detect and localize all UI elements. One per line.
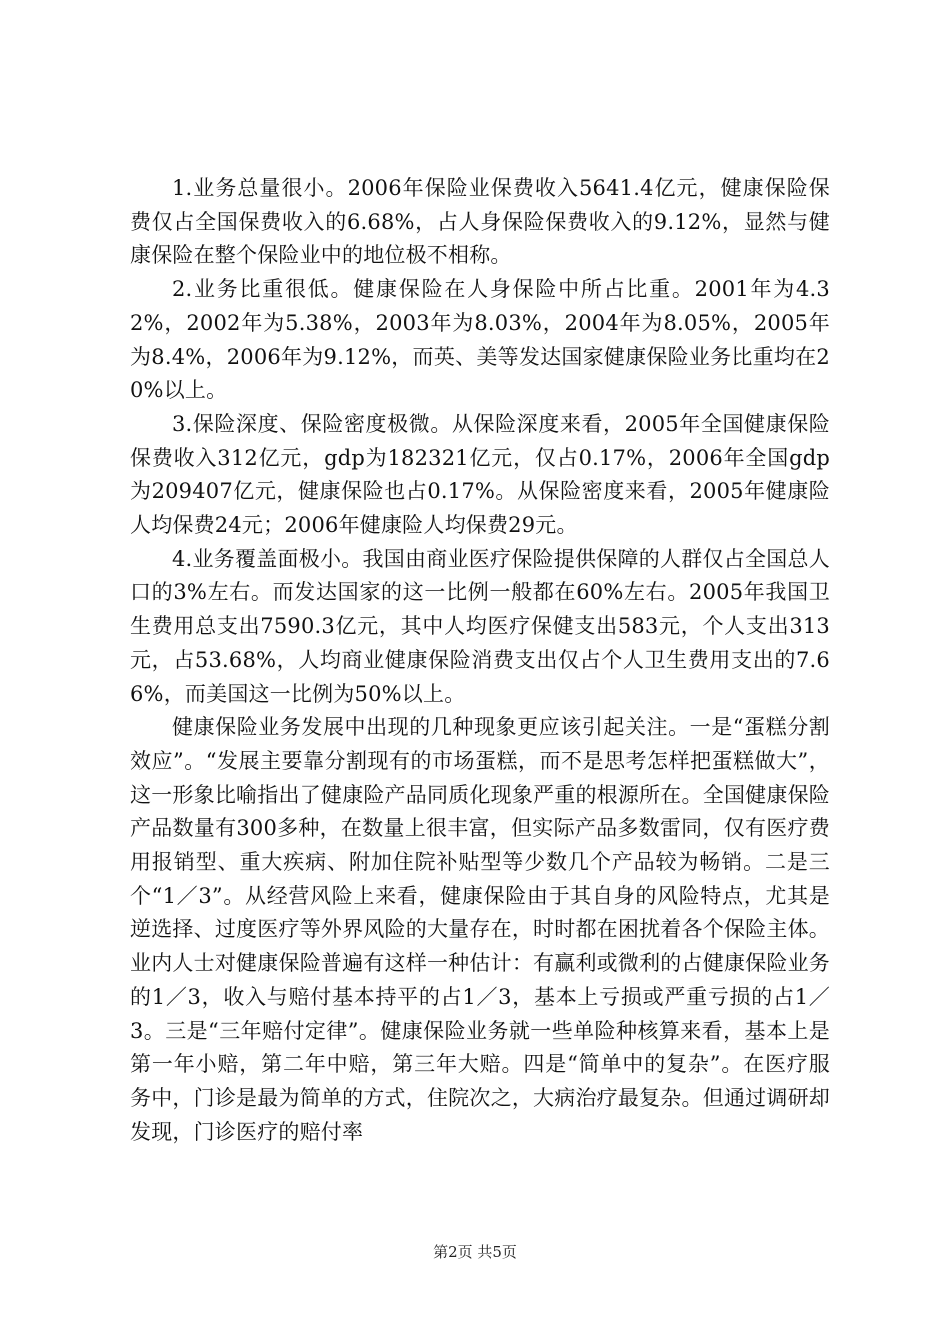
paragraph-business-share: 2.业务比重很低。健康保险在人身保险中所占比重。2001年为4.32%，2002年为5.38%，2003年为8.03%，2004年为8.05%，2005年为8.4%，2006年为9.12%，而英、美等发达国家健康保险业务比重均在20%以上。 [130,277,830,403]
paragraph-business-volume: 1.业务总量很小。2006年保险业保费收入5641.4亿元，健康保险保费仅占全国保费收入的6.68%，占人身保险保费收入的9.12%，显然与健康保险在整个保险业中的地位极不相称。 [130,176,830,268]
paragraph-insurance-depth-density: 3.保险深度、保险密度极微。从保险深度来看，2005年全国健康保险保费收入312亿元，gdp为182321亿元，仅占0.17%，2006年全国gdp为209407亿元，健康保险也占0.17%。从保险密度来看，2005年健康险人均保费24元；2006年健康险人均保费29元。 [130,411,830,538]
paragraph-phenomena: 健康保险业务发展中出现的几种现象更应该引起关注。一是“蛋糕分割效应”。“发展主要靠分割现有的市场蛋糕，而不是思考怎样把蛋糕做大”，这一形象比喻指出了健康险产品同质化现象严重的根源所在。全国健康保险产品数量有300多种，在数量上很丰富，但实际产品多数雷同，仅有医疗费用报销型、重大疾病、附加住院补贴型等少数几个产品较为畅销。二是三个“1／3”。从经营风险上来看，健康保险由于其自身的风险特点，尤其是逆选择、过度医疗等外界风险的大量存在，时时都在困扰着各个保险主体。业内人士对健康保险普遍有这样一种估计：有赢利或微利的占健康保险业务的1／3，收入与赔付基本持平的占1／3，基本上亏损或严重亏损的占1／3。三是“三年赔付定律”。健康保险业务就一些单险种核算来看，基本上是第一年小赔，第二年中赔，第三年大赔。四是“简单中的复杂”。在医疗服务中，门诊是最为简单的方式，住院次之，大病治疗最复杂。但通过调研却发现，门诊医疗的赔付率 [130,715,830,1144]
paragraph-business-coverage: 4.业务覆盖面极小。我国由商业医疗保险提供保障的人群仅占全国总人口的3%左右。而发达国家的这一比例一般都在60%左右。2005年我国卫生费用总支出7590.3亿元，其中人均医疗保健支出583元，个人支出313元，占53.68%，人均商业健康保险消费支出仅占个人卫生费用支出的7.66%，而美国这一比例为50%以上。 [130,546,830,706]
body-text [130,172,830,1149]
page-footer: 第2页 共5页 [433,1243,517,1261]
